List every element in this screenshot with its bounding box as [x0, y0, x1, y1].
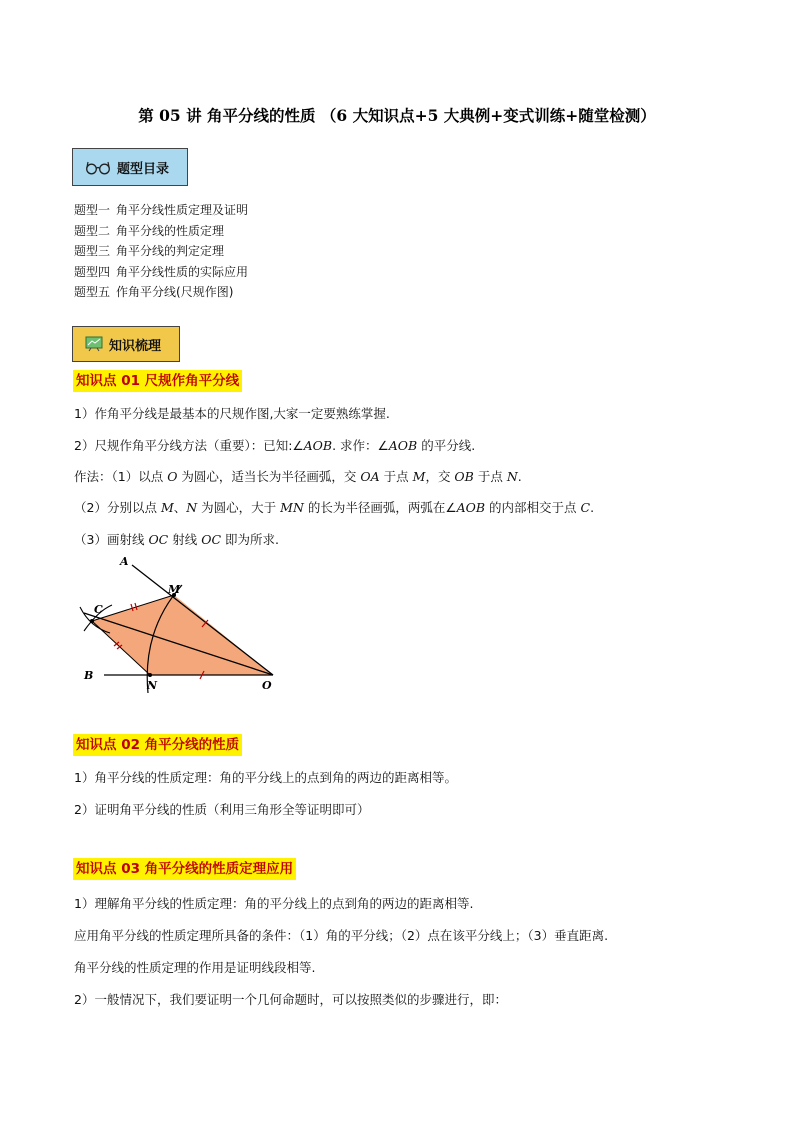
kp2-line-1: 1）角平分线的性质定理：角的平分线上的点到角的两边的距离相等。	[74, 770, 457, 785]
glasses-icon	[85, 159, 111, 175]
page-title: 第 05 讲 角平分线的性质 （6 大知识点+5 大典例+变式训练+随堂检测）	[138, 106, 656, 125]
point-n	[148, 673, 152, 677]
knowledge-label: 知识梳理	[109, 338, 162, 354]
kp3-line-1: 1）理解角平分线的性质定理：角的平分线上的点到角的两边的距离相等.	[74, 896, 474, 911]
kp1-line-2: 2）尺规作角平分线方法（重要）：已知:∠AOB. 求作：∠AOB 的平分线.	[74, 438, 476, 453]
toc-header-box	[72, 148, 188, 186]
toc-item-key: 题型三	[74, 244, 111, 259]
toc-item[interactable]	[74, 221, 248, 242]
figure-quad-fill	[92, 595, 273, 675]
kp3-line-2: 应用角平分线的性质定理所具备的条件：（1）角的平分线；（2）点在该平分线上；（3）垂直距离.	[74, 928, 609, 943]
kp1-line-5: （3）画射线 OC 射线 OC 即为所求.	[74, 532, 279, 547]
toc-label: 题型目录	[117, 161, 170, 177]
toc-item[interactable]	[74, 241, 248, 262]
kp1-heading: 知识点 01 尺规作角平分线	[73, 370, 242, 392]
toc-item-key: 题型一	[74, 203, 111, 217]
kp3-line-3: 角平分线的性质定理的作用是证明线段相等.	[74, 960, 316, 975]
toc-list	[74, 200, 248, 303]
toc-item-text: 作角平分线(尺规作图)	[116, 285, 234, 300]
kp3-heading: 知识点 03 角平分线的性质定理应用	[73, 858, 296, 880]
knowledge-header-box	[72, 326, 180, 362]
label-b: B	[84, 669, 94, 682]
toc-item[interactable]	[74, 200, 248, 221]
toc-item-text: 角平分线的判定定理	[116, 244, 225, 259]
toc-item-text: 角平分线性质定理及证明	[116, 203, 249, 217]
kp1-line-4: （2）分别以点 M、N 为圆心，大于 MN 的长为半径画弧，两弧在∠AOB 的内部相交于点 C.	[74, 500, 595, 515]
toc-item-key: 题型二	[74, 223, 111, 238]
kp3-line-4: 2）一般情况下，我们要证明一个几何命题时，可以按照类似的步骤进行，即：	[74, 992, 507, 1007]
angle-bisector-figure	[70, 555, 285, 700]
toc-item-key: 题型四	[74, 264, 111, 279]
label-m: M	[168, 583, 181, 596]
toc-item-key: 题型五	[74, 285, 111, 300]
kp1-line-1: 1）作角平分线是最基本的尺规作图,大家一定要熟练掌握.	[74, 406, 390, 421]
label-c: C	[94, 603, 103, 616]
chalkboard-icon	[85, 336, 103, 352]
label-a: A	[120, 555, 129, 568]
label-n: N	[147, 679, 158, 692]
point-c	[90, 619, 94, 623]
toc-item-text: 角平分线性质的实际应用	[116, 264, 249, 279]
toc-item[interactable]	[74, 262, 248, 283]
kp2-line-2: 2）证明角平分线的性质（利用三角形全等证明即可）	[74, 802, 370, 817]
kp2-heading: 知识点 02 角平分线的性质	[73, 734, 242, 756]
toc-item-text: 角平分线的性质定理	[116, 223, 225, 238]
kp1-line-3: 作法：（1）以点 O 为圆心，适当长为半径画弧，交 OA 于点 M，交 OB 于点 N.	[74, 469, 522, 484]
label-o: O	[262, 679, 272, 692]
toc-item[interactable]	[74, 282, 248, 303]
